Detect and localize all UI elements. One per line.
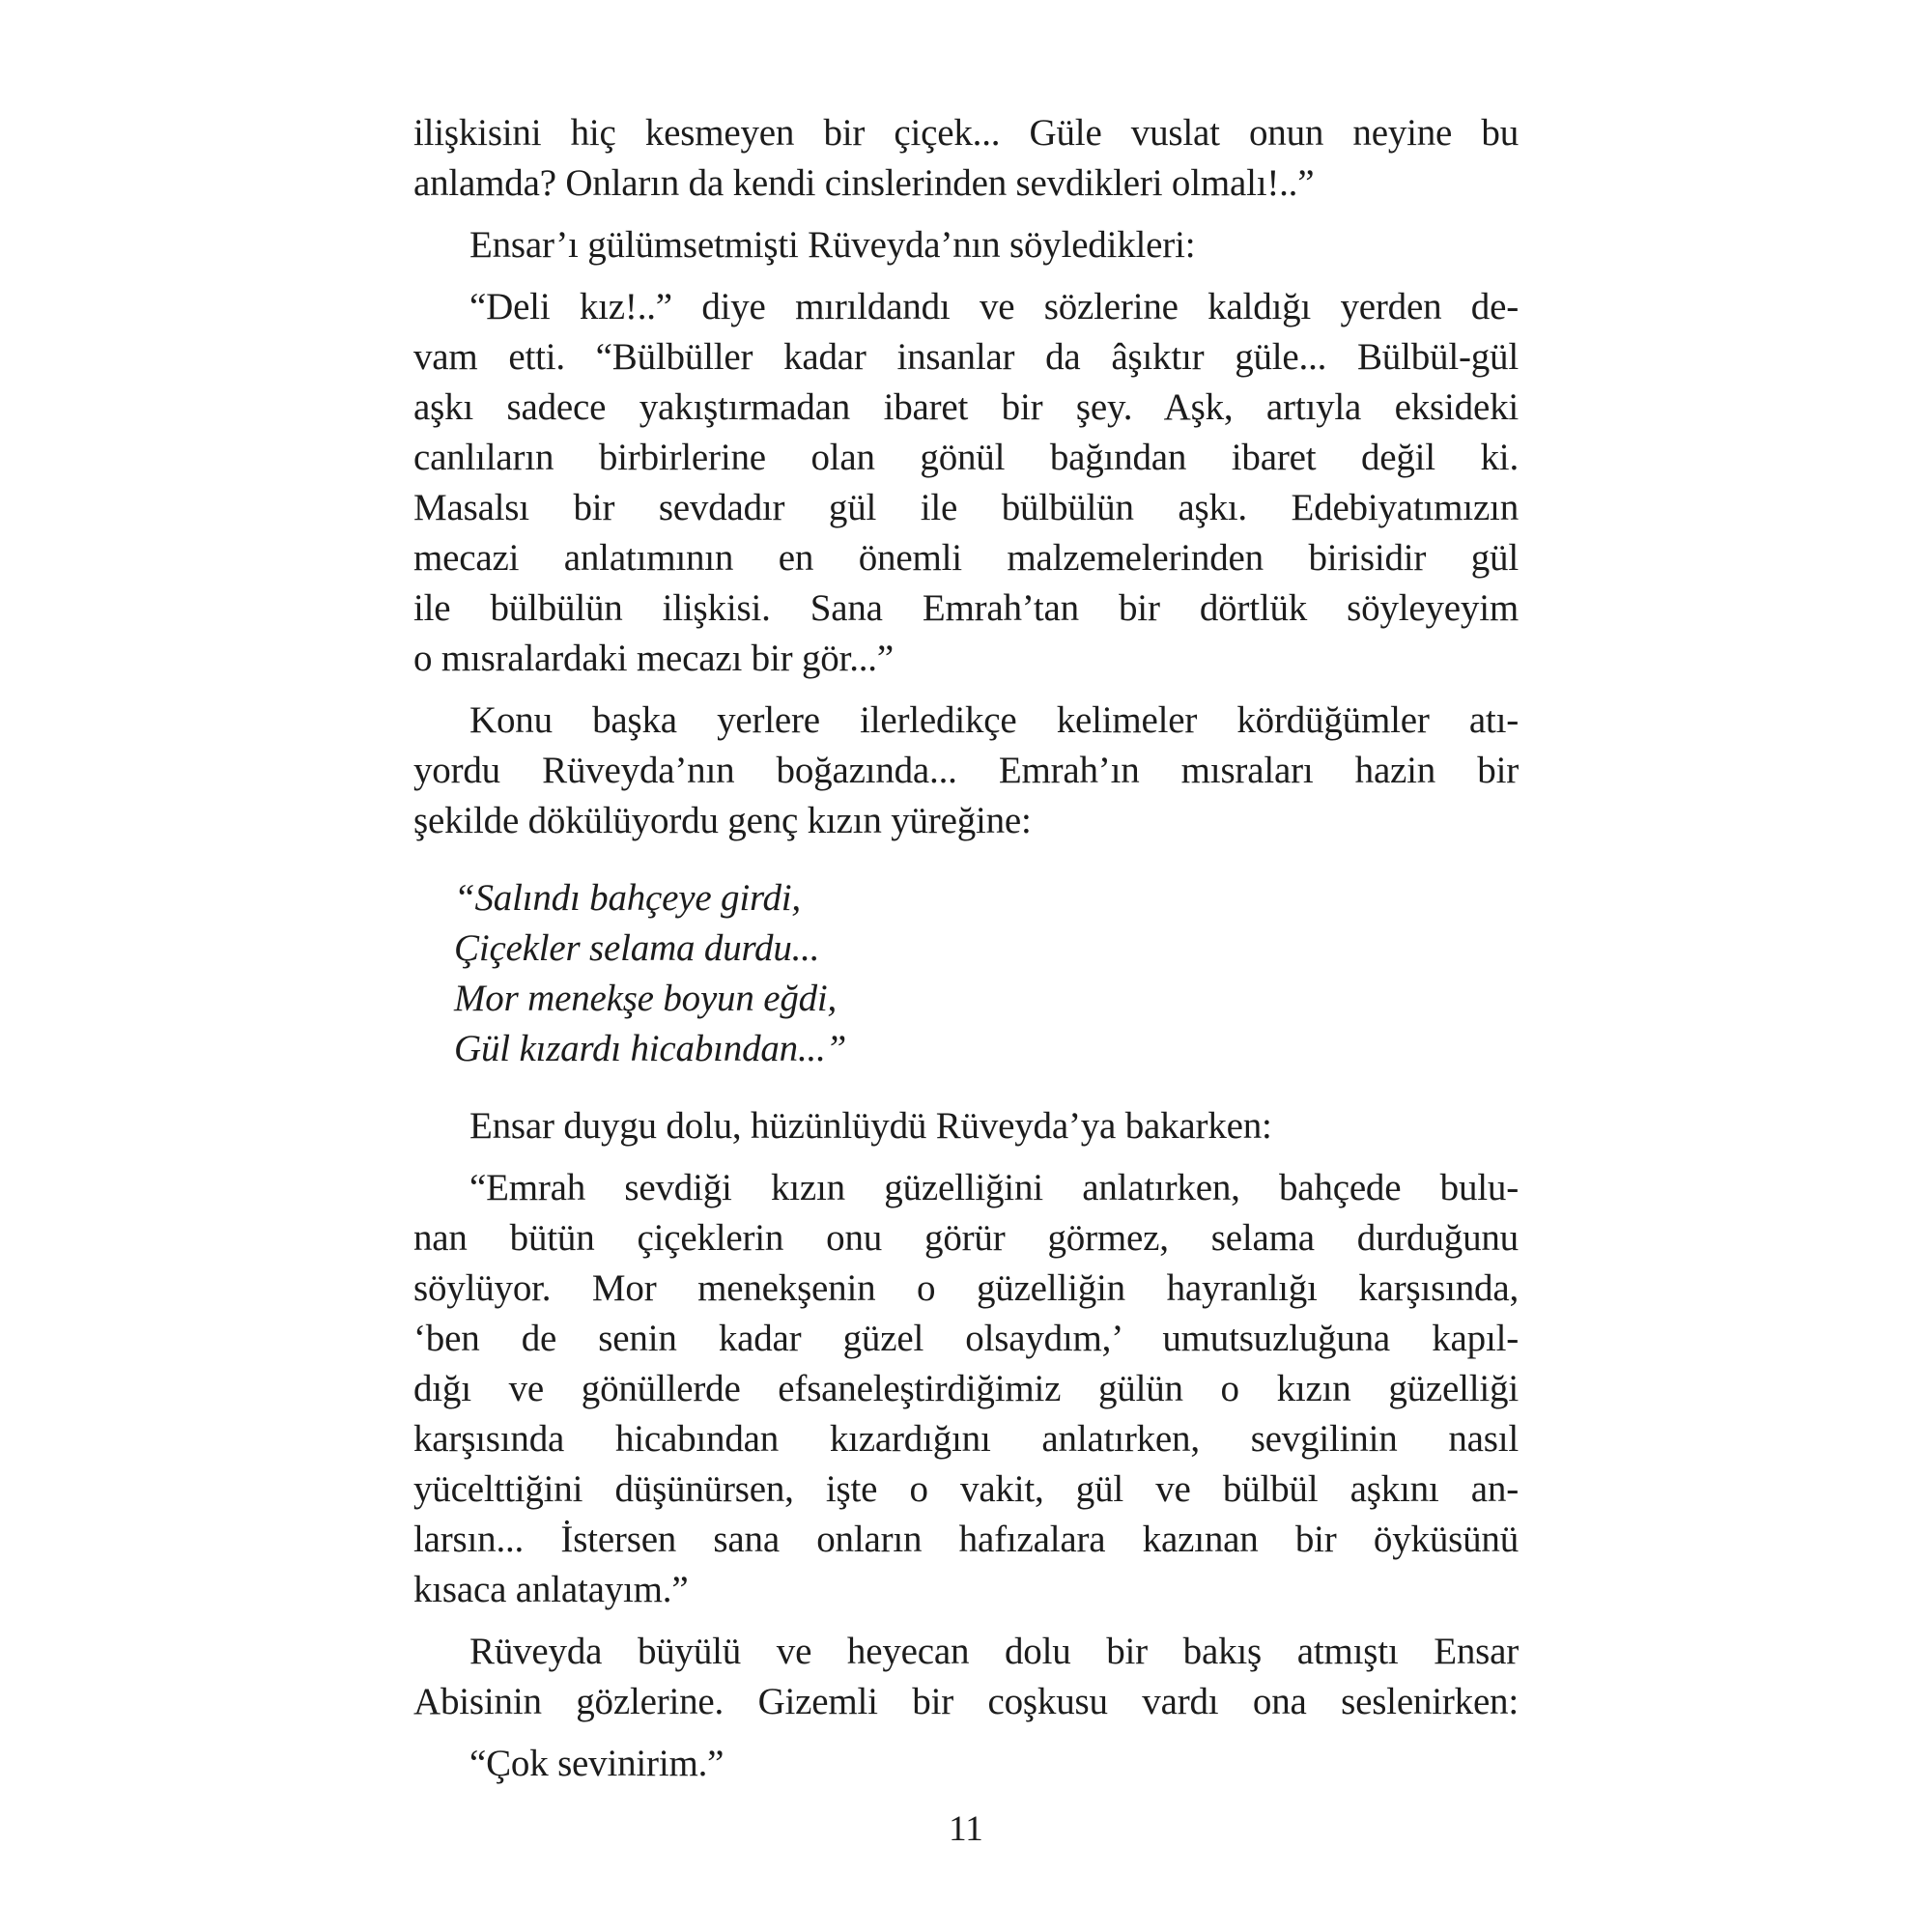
poem-line: Çiçekler selama durdu... (454, 927, 820, 969)
paragraph (413, 1163, 1519, 1615)
text-line: “Emrah sevdiği kızın güzelliğini anlatırken, bahçede bulu- (469, 1167, 1519, 1208)
text-line: yordu Rüveyda’nın boğazında... Emrah’ın mısraları hazin bir (413, 750, 1519, 791)
text-line: larsın... İstersen sana onların hafızalara kazınan bir öyküsünü (413, 1519, 1519, 1560)
text-line: karşısında hicabından kızardığını anlatırken, sevgilinin nasıl (413, 1418, 1519, 1460)
paragraph (413, 696, 1519, 846)
text-line: yücelttiğini düşünürsen, işte o vakit, gül ve bülbül aşkını an- (413, 1468, 1519, 1510)
text-line: Abisinin gözlerine. Gizemli bir coşkusu vardı ona seslenirken: (413, 1681, 1519, 1722)
text-line: Ensar duygu dolu, hüzünlüydü Rüveyda’ya bakarken: (469, 1105, 1272, 1147)
text-line: anlamda? Onların da kendi cinslerinden sevdikleri olmalı!..” (413, 162, 1315, 204)
text-line: söylüyor. Mor menekşenin o güzelliğin hayranlığı karşısında, (413, 1267, 1519, 1309)
text-line: mecazi anlatımının en önemli malzemelerinden birisidir gül (413, 537, 1519, 579)
paragraph (413, 282, 1519, 684)
text-line: ile bülbülün ilişkisi. Sana Emrah’tan bir dörtlük söyleyeyim (413, 587, 1519, 629)
text-line: ‘ben de senin kadar güzel olsaydım,’ umutsuzluğuna kapıl- (413, 1318, 1519, 1359)
text-line: vam etti. “Bülbüller kadar insanlar da âşıktır güle... Bülbül-gül (413, 336, 1519, 378)
page-number: 11 (949, 1809, 983, 1849)
text-line: Ensar’ı gülümsetmişti Rüveyda’nın söyledikleri: (469, 224, 1196, 266)
text-line: nan bütün çiçeklerin onu görür görmez, selama durduğunu (413, 1217, 1519, 1259)
paragraph (413, 220, 1519, 270)
text-line: kısaca anlatayım.” (413, 1569, 689, 1610)
text-line: “Çok sevinirim.” (469, 1743, 724, 1784)
text-line: o mısralardaki mecazı bir gör...” (413, 638, 894, 679)
paragraph (413, 108, 1519, 209)
text-line: dığı ve gönüllerde efsaneleştirdiğimiz gülün o kızın güzelliği (413, 1368, 1519, 1409)
poem-stanza (454, 873, 1519, 1074)
poem-line: Gül kızardı hicabından...” (454, 1028, 847, 1069)
text-line: Konu başka yerlere ilerledikçe kelimeler kördüğümler atı- (469, 699, 1519, 741)
paragraph (413, 1627, 1519, 1727)
text-line: aşkı sadece yakıştırmadan ibaret bir şey. Aşk, artıyla eksideki (413, 386, 1519, 428)
poem-line: “Salındı bahçeye girdi, (454, 877, 801, 919)
text-line: canlıların birbirlerine olan gönül bağından ibaret değil ki. (413, 437, 1519, 478)
paragraph (413, 1101, 1519, 1151)
page-body (413, 108, 1519, 1789)
text-line: Masalsı bir sevdadır gül ile bülbülün aşkı. Edebiyatımızın (413, 487, 1519, 528)
text-line: “Deli kız!..” diye mırıldandı ve sözlerine kaldığı yerden de- (469, 286, 1519, 327)
text-line: şekilde dökülüyordu genç kızın yüreğine: (413, 800, 1032, 841)
poem-line: Mor menekşe boyun eğdi, (454, 978, 838, 1019)
text-line: ilişkisini hiç kesmeyen bir çiçek... Güle vuslat onun neyine bu (413, 112, 1519, 154)
text-line: Rüveyda büyülü ve heyecan dolu bir bakış atmıştı Ensar (469, 1631, 1519, 1672)
paragraph (413, 1739, 1519, 1789)
